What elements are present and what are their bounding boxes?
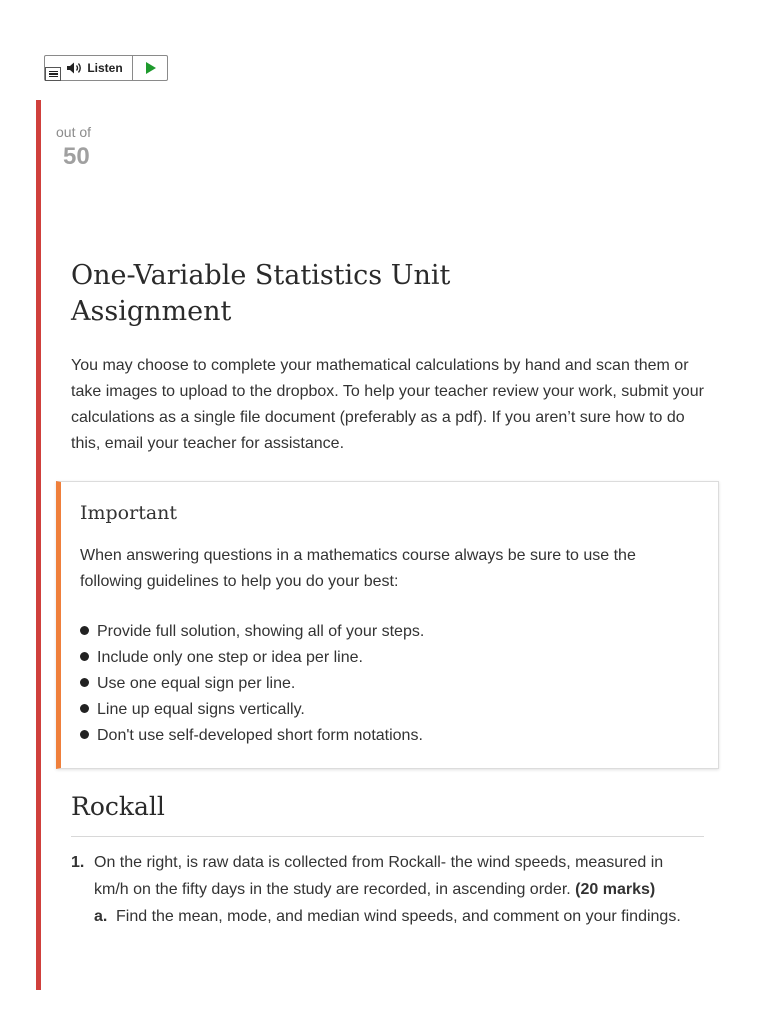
section-divider — [71, 836, 704, 837]
sub-question-a — [94, 903, 701, 930]
bullet-icon — [80, 652, 89, 661]
list-item — [80, 697, 424, 723]
callout-text: When answering questions in a mathematics course always be sure to use the following guidelines to help you do your best: — [80, 547, 636, 590]
question-number: 1. — [71, 854, 85, 871]
question-1 — [71, 849, 701, 930]
list-item-text: Line up equal signs vertically. — [97, 701, 305, 718]
listen-widget — [44, 55, 168, 81]
list-item — [80, 645, 424, 671]
score-label: out of — [56, 124, 92, 140]
listen-label: Listen — [87, 61, 123, 75]
question-marks: (20 marks) — [575, 881, 656, 898]
question-text: On the right, is raw data is collected from Rockall- the wind speeds, measured in km/h on the fifty days in the study are recorded, in ascending order. — [94, 854, 664, 898]
page-title: One-Variable Statistics Unit Assignment — [71, 260, 451, 327]
section-heading: Rockall — [71, 792, 165, 821]
bullet-icon — [80, 730, 89, 739]
list-item-text: Don't use self-developed short form notations. — [97, 727, 423, 744]
list-item — [80, 619, 424, 645]
left-accent-rule — [36, 100, 41, 990]
question-row — [71, 849, 701, 903]
sub-question-text: Find the mean, mode, and median wind speeds, and comment on your findings. — [116, 908, 681, 925]
sub-question-letter: a. — [94, 908, 108, 925]
guidelines-list — [80, 619, 424, 749]
list-item — [80, 671, 424, 697]
list-item-text: Provide full solution, showing all of your steps. — [97, 623, 425, 640]
score-value: 50 — [63, 143, 90, 170]
list-item — [80, 723, 424, 749]
callout-heading: Important — [80, 502, 178, 524]
list-item-text: Include only one step or idea per line. — [97, 649, 363, 666]
bullet-icon — [80, 626, 89, 635]
play-button[interactable] — [133, 56, 167, 80]
important-callout — [56, 481, 719, 769]
question-body — [94, 849, 701, 903]
intro-paragraph: You may choose to complete your mathematical calculations by hand and scan them or take images to upload to the dropbox. To help your teacher review your work, submit your calculations as a single file document (preferably as a pdf). If you aren’t sure how to do this, email your teacher for assistance. — [71, 357, 704, 452]
play-icon — [146, 62, 156, 74]
bullet-icon — [80, 678, 89, 687]
speaker-icon — [66, 61, 84, 75]
menu-icon[interactable] — [45, 67, 61, 81]
list-item-text: Use one equal sign per line. — [97, 675, 296, 692]
bullet-icon — [80, 704, 89, 713]
